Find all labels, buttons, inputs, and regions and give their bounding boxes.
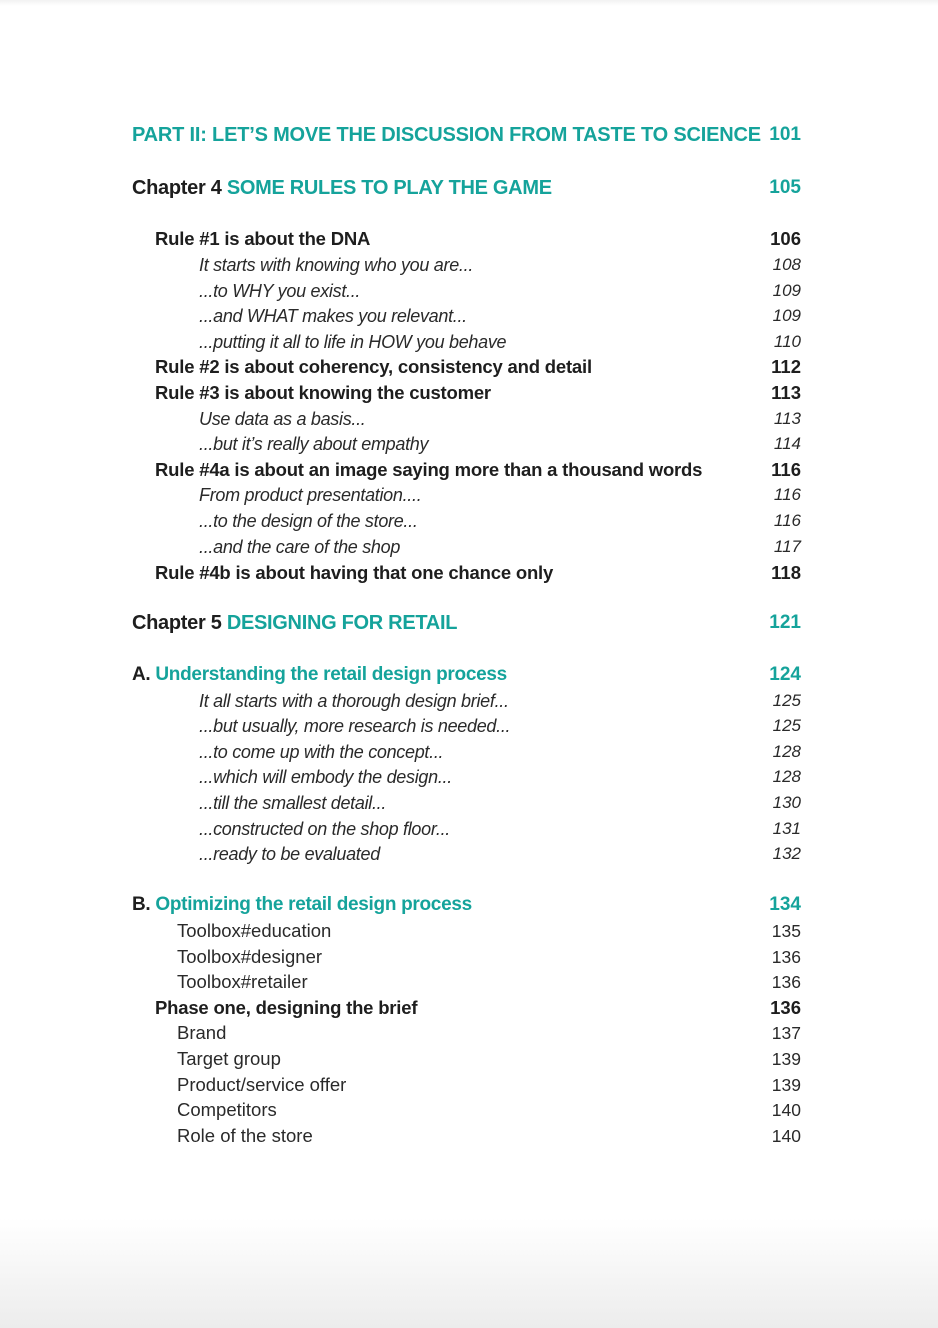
toc-page-number: 121 xyxy=(769,612,801,633)
toc-page-number: 139 xyxy=(771,1075,801,1095)
toc-part-title: PART II: LET’S MOVE THE DISCUSSION FROM TASTE TO SCIENCE xyxy=(132,124,761,146)
toc-page-number: 135 xyxy=(771,921,801,941)
chapter-label: Chapter 4 xyxy=(132,177,222,199)
toc-subentry[interactable] xyxy=(0,1046,938,1072)
toc-section-b[interactable] xyxy=(0,892,938,918)
toc-page-number: 112 xyxy=(771,356,801,377)
toc-entry-title: Rule #3 is about knowing the customer xyxy=(155,382,491,403)
toc-page-number: 116 xyxy=(771,459,801,480)
toc-page-number: 116 xyxy=(773,485,801,504)
toc-subentry[interactable] xyxy=(0,406,938,432)
toc-page-number: 140 xyxy=(771,1126,801,1146)
toc-page-number: 116 xyxy=(773,511,801,530)
toc-entry-title: Competitors xyxy=(177,1099,277,1120)
toc-page-number: 137 xyxy=(771,1023,801,1043)
toc-page-number: 136 xyxy=(771,972,801,992)
toc-page-number: 125 xyxy=(772,716,801,735)
toc-entry-title: ...and WHAT makes you relevant... xyxy=(199,306,467,326)
toc-entry-title: ...putting it all to life in HOW you behave xyxy=(199,332,507,352)
toc-subentry[interactable] xyxy=(0,918,938,944)
toc-page-number: 101 xyxy=(769,124,801,145)
toc-page-number: 130 xyxy=(772,793,801,812)
toc-entry-title: Product/service offer xyxy=(177,1074,347,1095)
toc-entry-title: ...till the smallest detail... xyxy=(199,793,387,813)
toc-entry-title: Rule #2 is about coherency, consistency and detail xyxy=(155,356,592,377)
toc-entry-rule-4a[interactable] xyxy=(0,457,938,483)
toc-page-number: 113 xyxy=(773,409,801,428)
toc-subentry[interactable] xyxy=(0,944,938,970)
toc-page-number: 131 xyxy=(772,819,801,838)
toc-subentry[interactable] xyxy=(0,1097,938,1123)
toc-page-number: 109 xyxy=(772,281,801,300)
toc-page-number: 108 xyxy=(772,255,801,274)
toc-page-number: 132 xyxy=(772,844,801,863)
toc-entry-rule-2[interactable] xyxy=(0,354,938,380)
chapter-label: Chapter 5 xyxy=(132,612,222,634)
toc-entry-phase-one[interactable] xyxy=(0,995,938,1021)
toc-page-number: 128 xyxy=(772,767,801,786)
toc-entry-title: Phase one, designing the brief xyxy=(155,997,418,1018)
toc-subentry[interactable] xyxy=(0,508,938,534)
toc-chapter-5[interactable] xyxy=(0,610,938,636)
toc-entry-title: ...but it’s really about empathy xyxy=(199,434,429,454)
toc-part-2[interactable] xyxy=(0,122,938,148)
toc-entry-title: ...to WHY you exist... xyxy=(199,281,361,301)
toc-entry-title: ...to come up with the concept... xyxy=(199,742,444,762)
toc-entry-title: Rule #4a is about an image saying more than a thousand words xyxy=(155,459,703,480)
toc-entry-title: Target group xyxy=(177,1048,281,1069)
toc-subentry[interactable] xyxy=(0,1020,938,1046)
toc-entry-title: ...constructed on the shop floor... xyxy=(199,819,450,839)
toc-subentry[interactable] xyxy=(0,739,938,765)
toc-subentry[interactable] xyxy=(0,278,938,304)
toc-subentry[interactable] xyxy=(0,329,938,355)
toc-entry-title: ...and the care of the shop xyxy=(199,537,401,557)
toc-page-number: 139 xyxy=(771,1049,801,1069)
toc-page-number: 134 xyxy=(769,894,801,915)
toc-page-number: 114 xyxy=(773,434,801,453)
toc-entry-title: It all starts with a thorough design brief... xyxy=(199,691,509,711)
toc-page-number: 140 xyxy=(771,1100,801,1120)
chapter-name: DESIGNING FOR RETAIL xyxy=(226,612,458,634)
toc-page-number: 105 xyxy=(769,177,801,198)
section-name: Understanding the retail design process xyxy=(155,664,507,685)
toc-subentry[interactable] xyxy=(0,816,938,842)
toc-subentry[interactable] xyxy=(0,764,938,790)
toc-entry-rule-3[interactable] xyxy=(0,380,938,406)
toc-subentry[interactable] xyxy=(0,303,938,329)
toc-entry-title: Role of the store xyxy=(177,1125,313,1146)
toc-section-title xyxy=(132,662,507,688)
toc-subentry[interactable] xyxy=(0,431,938,457)
section-name: Optimizing the retail design process xyxy=(155,894,472,915)
toc-entry-title: It starts with knowing who you are... xyxy=(199,255,474,275)
toc-entry-title: Toolbox#designer xyxy=(177,946,323,967)
toc-subentry[interactable] xyxy=(0,534,938,560)
toc-subentry[interactable] xyxy=(0,790,938,816)
toc-entry-rule-1[interactable] xyxy=(0,226,938,252)
toc-page-number: 110 xyxy=(773,332,801,351)
toc-entry-title: ...but usually, more research is needed... xyxy=(199,716,511,736)
section-label: B. xyxy=(132,894,151,915)
toc-entry-title: Toolbox#retailer xyxy=(177,971,308,992)
toc-entry-title: Use data as a basis... xyxy=(199,409,366,429)
toc-subentry[interactable] xyxy=(0,1123,938,1149)
toc-subentry[interactable] xyxy=(0,969,938,995)
toc-chapter-title xyxy=(132,610,457,636)
toc-page-number: 136 xyxy=(770,997,801,1018)
toc-entry-title: From product presentation.... xyxy=(199,485,422,505)
toc-subentry[interactable] xyxy=(0,841,938,867)
toc-page-number: 125 xyxy=(772,691,801,710)
toc-chapter-4[interactable] xyxy=(0,175,938,201)
toc-subentry[interactable] xyxy=(0,1072,938,1098)
toc-page-number: 117 xyxy=(773,537,801,556)
toc-subentry[interactable] xyxy=(0,713,938,739)
section-label: A. xyxy=(132,664,151,685)
toc-page-number: 124 xyxy=(769,664,801,685)
toc-entry-rule-4b[interactable] xyxy=(0,560,938,586)
toc-entry-title: ...ready to be evaluated xyxy=(199,844,380,864)
toc-entry-title: Brand xyxy=(177,1022,227,1043)
toc-entry-title: Toolbox#education xyxy=(177,920,332,941)
toc-subentry[interactable] xyxy=(0,482,938,508)
toc-entry-title: ...which will embody the design... xyxy=(199,767,452,787)
toc-page-number: 106 xyxy=(770,228,801,249)
chapter-name: SOME RULES TO PLAY THE GAME xyxy=(226,177,552,199)
toc-entry-title: ...to the design of the store... xyxy=(199,511,418,531)
toc-section-title xyxy=(132,892,472,918)
toc-page-number: 128 xyxy=(772,742,801,761)
toc-page-number: 113 xyxy=(771,382,801,403)
toc-page-number: 109 xyxy=(772,306,801,325)
toc-section-a[interactable] xyxy=(0,662,938,688)
toc-subentry[interactable] xyxy=(0,688,938,714)
toc-entry-title: Rule #4b is about having that one chance only xyxy=(155,562,554,583)
toc-entry-title: Rule #1 is about the DNA xyxy=(155,228,371,249)
toc-page-number: 136 xyxy=(771,947,801,967)
toc-chapter-title xyxy=(132,175,552,201)
toc-subentry[interactable] xyxy=(0,252,938,278)
toc-page-number: 118 xyxy=(771,562,801,583)
